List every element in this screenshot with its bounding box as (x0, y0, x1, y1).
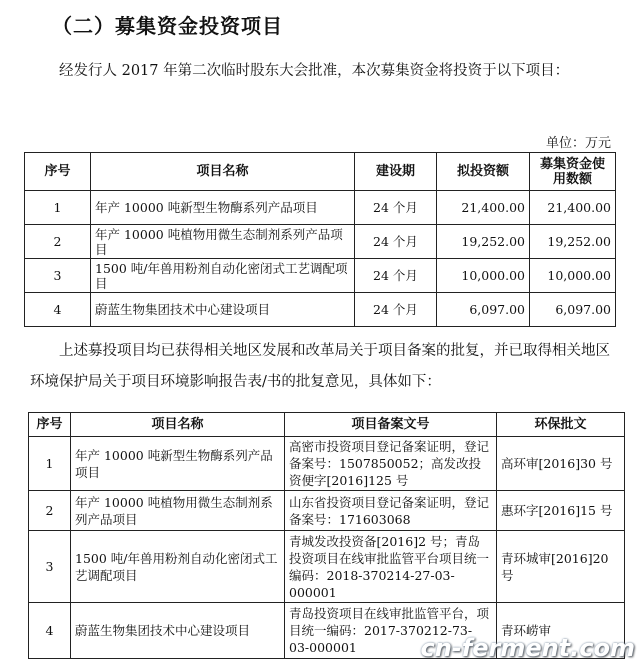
watermark-logo: cn-ferment.com (420, 634, 635, 662)
row-raised: 21,400.00 (530, 191, 616, 225)
row-raised: 19,252.00 (530, 225, 616, 259)
row-name: 蔚蓝生物集团技术中心建设项目 (71, 603, 285, 659)
row-filing: 青岛投资项目在线审批监管平台，项目统一编码：2017-370212-73-03-000001 (285, 603, 497, 659)
row-env: 青环城审[2016]20 号 (497, 531, 625, 603)
row-name: 年产 10000 吨新型生物酶系列产品项目 (71, 437, 285, 491)
table-row (29, 491, 625, 531)
row-invest: 6,097.00 (437, 293, 530, 327)
section-heading: （二）募集资金投资项目 (52, 14, 283, 38)
approval-paragraph: 上述募投项目均已获得相关地区发展和改革局关于项目备案的批复，并已取得相关地区环境保护局关于项目环境影响报告表/书的批复意见，具体如下： (30, 343, 610, 390)
col-header-name: 项目名称 (91, 153, 355, 191)
row-no: 3 (29, 531, 71, 603)
col-header-filing: 项目备案文号 (285, 413, 497, 437)
row-name: 1500 吨/年兽用粉剂自动化密闭式工艺调配项目 (71, 531, 285, 603)
row-env: 高环审[2016]30 号 (497, 437, 625, 491)
col-header-no: 序号 (25, 153, 91, 191)
table-row (25, 225, 616, 259)
row-period: 24 个月 (355, 259, 437, 293)
row-invest: 19,252.00 (437, 225, 530, 259)
row-no: 2 (29, 491, 71, 531)
row-no: 2 (25, 225, 91, 259)
row-filing: 高密市投资项目登记备案证明，登记备案号：1507850052；高发改投资便字[2016]125 号 (285, 437, 497, 491)
row-no: 1 (25, 191, 91, 225)
row-raised: 10,000.00 (530, 259, 616, 293)
row-raised: 6,097.00 (530, 293, 616, 327)
row-name: 蔚蓝生物集团技术中心建设项目 (91, 293, 355, 327)
table-row (25, 191, 616, 225)
table-row (25, 293, 616, 327)
row-invest: 21,400.00 (437, 191, 530, 225)
row-env: 惠环字[2016]15 号 (497, 491, 625, 531)
col-header-invest: 拟投资额 (437, 153, 530, 191)
row-env: 青环崂审 (497, 603, 625, 659)
col-header-name: 项目名称 (71, 413, 285, 437)
row-no: 4 (25, 293, 91, 327)
row-no: 1 (29, 437, 71, 491)
row-name: 1500 吨/年兽用粉剂自动化密闭式工艺调配项目 (91, 259, 355, 293)
table-row (29, 531, 625, 603)
row-filing: 青城发改投资备[2016]2 号；青岛投资项目在线审批监管平台项目统一编码：2018-370214-27-03-000001 (285, 531, 497, 603)
row-name: 年产 10000 吨植物用微生态制剂系列产品项目 (71, 491, 285, 531)
col-header-env: 环保批文 (497, 413, 625, 437)
row-period: 24 个月 (355, 225, 437, 259)
intro-paragraph: 经发行人 2017 年第二次临时股东大会批准，本次募集资金将投资于以下项目： (59, 63, 570, 79)
table-row (29, 437, 625, 491)
row-no: 4 (29, 603, 71, 659)
col-header-period: 建设期 (355, 153, 437, 191)
approval-table (28, 412, 625, 659)
row-filing: 山东省投资项目登记备案证明，登记备案号：171603068 (285, 491, 497, 531)
col-header-no: 序号 (29, 413, 71, 437)
row-name: 年产 10000 吨新型生物酶系列产品项目 (91, 191, 355, 225)
row-name: 年产 10000 吨植物用微生态制剂系列产品项目 (91, 225, 355, 259)
table-row (25, 259, 616, 293)
row-invest: 10,000.00 (437, 259, 530, 293)
col-header-raised: 募集资金使用数额 (530, 153, 616, 191)
row-no: 3 (25, 259, 91, 293)
unit-label: 单位：万元 (545, 136, 611, 151)
investment-table (24, 152, 616, 327)
row-period: 24 个月 (355, 293, 437, 327)
row-period: 24 个月 (355, 191, 437, 225)
